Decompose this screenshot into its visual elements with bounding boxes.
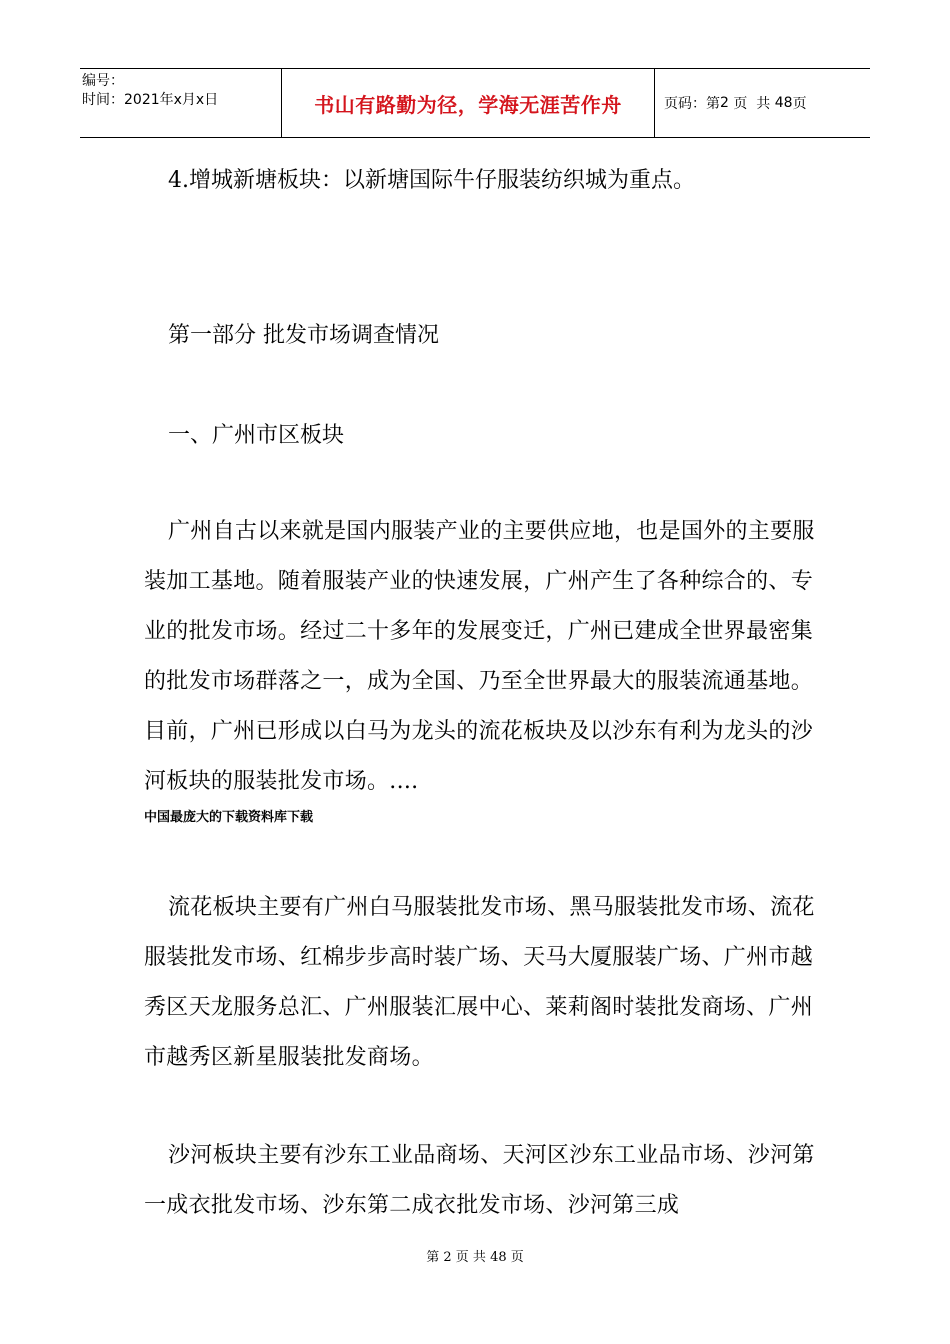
paragraph-guangzhou-intro: 广州自古以来就是国内服装产业的主要供应地，也是国外的主要服装加工基地。随着服装产业的快速发展，广州产生了各种综合的、专业的批发市场。经过二十多年的发展变迁，广州已建成全世界最密集的批发市场群落之一，成为全国、乃至全世界最大的服装流通基地。目前，广州已形成以白马为龙头的流花板块及以沙东有利为龙头的沙河板块的服装批发市场。.... (144, 519, 815, 794)
footer-mid: 页 共 (455, 1250, 486, 1265)
promo-text: 中国最庞大的下载资料库下载 (144, 810, 314, 825)
footer-suffix: 页 (510, 1250, 524, 1265)
footer-total: 48 (490, 1250, 507, 1265)
doc-number-label: 编号： (82, 73, 124, 89)
page-header (80, 68, 870, 138)
footer-prefix: 第 (426, 1250, 440, 1265)
item-4-text: 4.增城新塘板块：以新塘国际牛仔服装纺织城为重点。 (168, 168, 695, 193)
motto-text: 书山有路勤为径，学海无涯苦作舟 (314, 92, 622, 117)
page-label: 页码：第 (664, 96, 720, 112)
page-mid: 页 共 (733, 96, 771, 112)
header-info-cell (80, 69, 282, 137)
page-current: 2 (720, 95, 729, 111)
paragraph-liuhua: 流花板块主要有广州白马服装批发市场、黑马服装批发市场、流花服装批发市场、红棉步步高时装广场、天马大厦服装广场、广州市越秀区天龙服务总汇、广州服装汇展中心、莱莉阁时装批发商场、广州市越秀区新星服装批发商场。 (144, 895, 815, 1070)
paragraph-shahe: 沙河板块主要有沙东工业品商场、天河区沙东工业品市场、沙河第一成衣批发市场、沙东第二成衣批发市场、沙河第三成 (144, 1143, 815, 1218)
part-title: 第一部分 批发市场调查情况 (168, 323, 439, 348)
page-footer (0, 1246, 950, 1265)
section-title: 一、广州市区板块 (168, 423, 345, 448)
footer-current: 2 (443, 1250, 452, 1265)
page-total: 48 (774, 95, 793, 111)
header-page-cell (655, 69, 870, 137)
date-line: 时间：2021年x月x日 (82, 92, 219, 108)
header-motto-cell (282, 69, 655, 137)
page-suffix: 页 (792, 96, 807, 112)
